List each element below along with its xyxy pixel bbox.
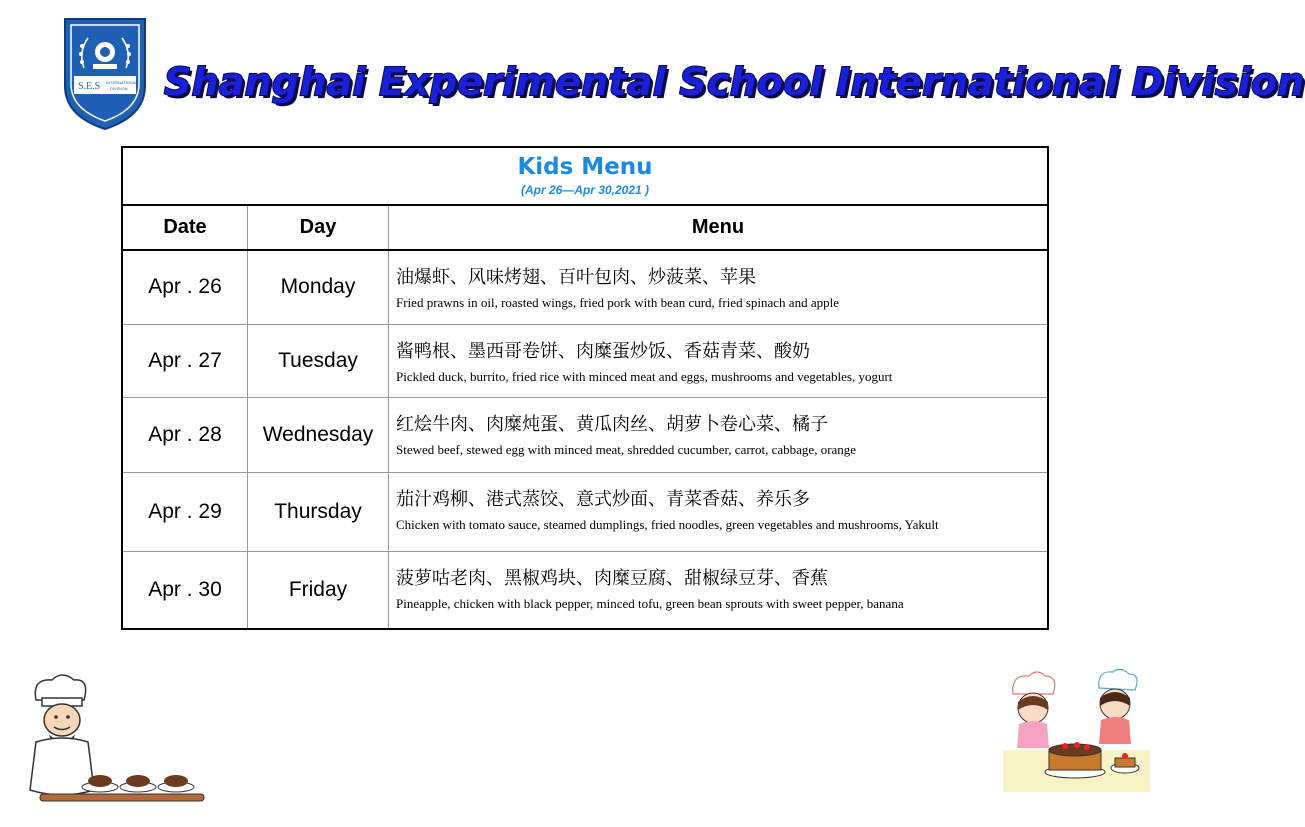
menu-english: Chicken with tomato sauce, steamed dumplings, fried noodles, green vegetables and mushrooms, Yakult (396, 516, 939, 532)
school-name: Shanghai Experimental School International Division (164, 60, 1305, 104)
table-row (122, 472, 1048, 551)
menu-header (122, 147, 1048, 205)
row-date: Apr . 28 (122, 397, 248, 472)
row-day: Monday (248, 250, 389, 324)
column-header-day: Day (248, 205, 389, 250)
column-header-menu: Menu (389, 205, 1049, 250)
table-row (122, 250, 1048, 324)
menu-chinese: 菠萝咕老肉、黑椒鸡块、肉糜豆腐、甜椒绿豆芽、香蕉 (396, 567, 828, 589)
row-menu (389, 472, 1049, 551)
svg-text:DIVISION: DIVISION (110, 86, 128, 91)
menu-english: Pineapple, chicken with black pepper, minced tofu, green bean sprouts with sweet pepper, banana (396, 595, 904, 611)
table-row (122, 551, 1048, 629)
row-date: Apr . 29 (122, 472, 248, 551)
menu-english: Stewed beef, stewed egg with minced meat, shredded cucumber, carrot, cabbage, orange (396, 441, 857, 457)
menu-english: Pickled duck, burrito, fried rice with minced meat and eggs, mushrooms and vegetables, yogurt (396, 368, 893, 384)
menu-title: Kids Menu (517, 154, 653, 180)
row-menu (389, 324, 1049, 397)
row-menu (389, 250, 1049, 324)
row-menu (389, 551, 1049, 629)
column-header-date: Date (122, 205, 248, 250)
kids-menu-table (121, 146, 1049, 630)
table-row (122, 324, 1048, 397)
svg-text:INTERNATIONAL: INTERNATIONAL (106, 80, 138, 85)
menu-chinese: 茄汁鸡柳、港式蒸饺、意式炒面、青菜香菇、养乐多 (396, 488, 810, 510)
menu-chinese: 油爆虾、风味烤翅、百叶包肉、炒菠菜、苹果 (396, 267, 756, 288)
logo-lettering: S.E.S (78, 81, 101, 92)
menu-chinese: 酱鸭根、墨西哥卷饼、肉糜蛋炒饭、香菇青菜、酸奶 (396, 340, 810, 362)
menu-date-range: (Apr 26—Apr 30,2021 ) (520, 183, 650, 197)
chef-illustration (14, 670, 206, 815)
row-day: Friday (248, 551, 389, 629)
row-menu (389, 397, 1049, 472)
row-date: Apr . 27 (122, 324, 248, 397)
row-day: Wednesday (248, 397, 389, 472)
row-date: Apr . 30 (122, 551, 248, 629)
kids-baking-illustration (1003, 668, 1150, 792)
row-date: Apr . 26 (122, 250, 248, 324)
table-row (122, 397, 1048, 472)
menu-english: Fried prawns in oil, roasted wings, fried pork with bean curd, fried spinach and apple (396, 295, 839, 310)
school-logo (62, 16, 148, 132)
row-day: Tuesday (248, 324, 389, 397)
menu-chinese: 红烩牛肉、肉糜炖蛋、黄瓜肉丝、胡萝卜卷心菜、橘子 (396, 413, 828, 435)
row-day: Thursday (248, 472, 389, 551)
